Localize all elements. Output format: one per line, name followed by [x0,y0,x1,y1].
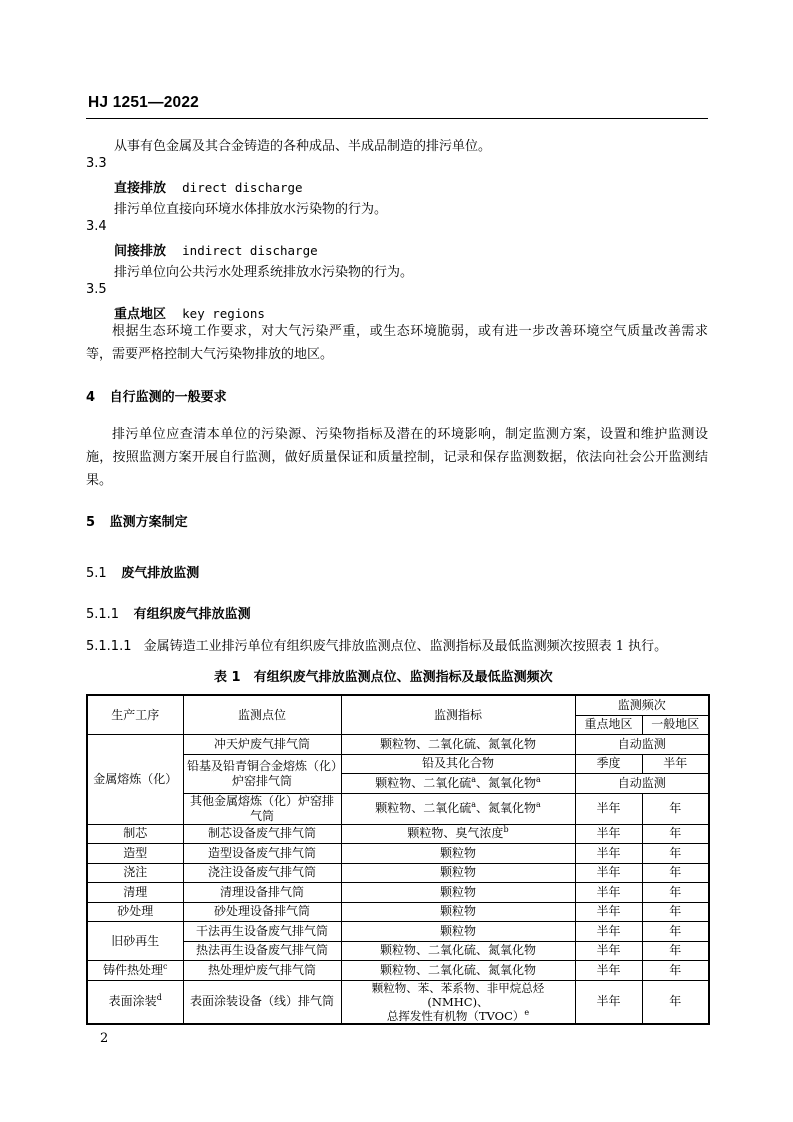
cell-key: 半年 [575,922,642,942]
cell-point: 清理设备排气筒 [183,883,341,903]
cell-gen: 年 [642,793,709,824]
cell-point: 其他金属熔炼（化）炉窑排气筒 [183,793,341,824]
section-title: 自行监测的一般要求 [109,390,227,405]
def-term-en: key regions [182,306,265,321]
cell-process-clean: 清理 [87,883,183,903]
th-frequency: 监测频次 [575,695,709,715]
note-a: a [536,800,541,809]
def-num-3-3: 3.3 [86,156,107,171]
indicator-line: 颗粒物、苯、苯系物、非甲烷总烃(NMHC)、 [371,980,545,1009]
cell-process-sand: 砂处理 [87,902,183,922]
indicator-part: 颗粒物、二氧化硫 [375,775,472,790]
cell-process-heat [87,961,183,981]
th-indicator: 监测指标 [341,695,575,735]
cell-indicator: 颗粒物、二氧化硫、氮氧化物 [341,961,575,981]
note-a: a [536,774,541,784]
def-term-cn: 直接排放 [114,181,167,196]
section-num: 5 [86,515,96,530]
section-title: 监测方案制定 [109,515,188,530]
th-process: 生产工序 [87,695,183,735]
cell-point: 热法再生设备废气排气筒 [183,941,341,961]
cell-process-mold: 造型 [87,844,183,864]
def-num-3-4: 3.4 [86,219,107,234]
cell-point: 浇注设备废气排气筒 [183,863,341,883]
note-a: a [471,774,476,784]
cell-freq: 自动监测 [575,774,709,794]
cell-key: 半年 [575,863,642,883]
cell-point: 制芯设备废气排气筒 [183,824,341,844]
cell-point: 砂处理设备排气筒 [183,902,341,922]
def-term-en: direct discharge [182,180,303,195]
cell-gen: 年 [642,883,709,903]
cell-gen: 半年 [642,754,709,774]
section-5-1-heading [86,562,199,581]
cell-process-core: 制芯 [87,824,183,844]
cell-key: 季度 [575,754,642,774]
section-text: 金属铸造工业排污单位有组织废气排放监测点位、监测指标及最低监测频次按照表 1 执行。 [143,639,668,654]
def-term-en: indirect discharge [182,243,318,258]
note-d: d [156,993,162,1002]
indicator-part: 颗粒物、二氧化硫 [375,801,472,815]
cell-process-pour: 浇注 [87,863,183,883]
cell-gen: 年 [642,902,709,922]
cell-indicator [341,980,575,1024]
section-5-1-1-heading [86,603,251,622]
cell-indicator [341,774,575,794]
cell-key: 半年 [575,793,642,824]
cell-key: 半年 [575,824,642,844]
header-rule [86,118,708,119]
cell-key: 半年 [575,883,642,903]
process-label: 表面涂装 [108,994,157,1008]
cell-gen: 年 [642,844,709,864]
cell-indicator: 颗粒物、二氧化硫、氮氧化物 [341,941,575,961]
cell-indicator: 颗粒物 [341,844,575,864]
section-5-1-1-1 [86,635,667,654]
th-general-region: 一般地区 [642,715,709,735]
cell-indicator: 颗粒物、二氧化硫、氮氧化物 [341,735,575,755]
standard-code: HJ 1251—2022 [88,94,199,111]
cell-key: 半年 [575,941,642,961]
def-term-3-4 [114,240,318,259]
cell-point: 造型设备废气排气筒 [183,844,341,864]
page-number: 2 [100,1031,109,1046]
cell-point: 干法再生设备废气排气筒 [183,922,341,942]
cell-indicator [341,824,575,844]
cell-gen: 年 [642,922,709,942]
monitoring-table [86,694,710,1025]
cell-indicator: 颗粒物 [341,863,575,883]
indicator-line: 总挥发性有机物（TVOC） [386,1008,525,1023]
note-b: b [503,825,509,835]
cell-freq: 自动监测 [575,735,709,755]
section-num: 5.1.1.1 [86,639,132,654]
cell-gen: 年 [642,980,709,1024]
indicator-part: 、氮氧化物 [476,801,537,815]
note-c: c [163,961,168,971]
indicator-part: 、氮氧化物 [476,775,537,790]
section-title: 有组织废气排放监测 [133,607,251,622]
section-num: 5.1.1 [86,607,120,622]
def-text-3-5: 根据生态环境工作要求，对大气污染严重，或生态环境脆弱，或有进一步改善环境空气质量改善需求等，需要严格控制大气污染物排放的地区。 [86,324,708,362]
cell-point: 热处理炉废气排气筒 [183,961,341,981]
section-5-heading [86,511,188,530]
table-caption: 表 1 有组织废气排放监测点位、监测指标及最低监测频次 [214,670,553,685]
cell-gen: 年 [642,863,709,883]
note-a: a [471,800,476,809]
cell-key: 半年 [575,961,642,981]
th-key-region: 重点地区 [575,715,642,735]
section-num: 4 [86,390,96,405]
section-4-heading [86,386,227,405]
cell-point: 冲天炉废气排气筒 [183,735,341,755]
cell-point: 铅基及铅青铜合金熔炼（化）炉窑排气筒 [183,754,341,793]
cell-gen: 年 [642,824,709,844]
cell-key: 半年 [575,902,642,922]
cell-key: 半年 [575,844,642,864]
def-text-3-4: 排污单位向公共污水处理系统排放水污染物的行为。 [114,265,414,280]
section-title: 废气排放监测 [121,566,200,581]
indicator-part: 颗粒物、臭气浓度 [407,826,504,841]
cell-indicator [341,793,575,824]
process-label: 铸件热处理 [103,962,164,977]
th-point: 监测点位 [183,695,341,735]
cell-indicator: 颗粒物 [341,902,575,922]
continued-text: 从事有色金属及其合金铸造的各种成品、半成品制造的排污单位。 [114,139,492,154]
def-term-3-3 [114,177,303,196]
cell-indicator: 铅及其化合物 [341,754,575,774]
cell-point: 表面涂装设备（线）排气筒 [183,980,341,1024]
cell-process-regen: 旧砂再生 [87,922,183,961]
def-term-cn: 间接排放 [114,244,167,259]
cell-key: 半年 [575,980,642,1024]
cell-process-coat [87,980,183,1024]
cell-indicator: 颗粒物 [341,922,575,942]
cell-indicator: 颗粒物 [341,883,575,903]
def-text-3-3: 排污单位直接向环境水体排放水污染物的行为。 [114,202,388,217]
cell-gen: 年 [642,961,709,981]
section-4-text: 排污单位应查清本单位的污染源、污染物指标及潜在的环境影响，制定监测方案，设置和维护监测设施，按照监测方案开展自行监测，做好质量保证和质量控制，记录和保存监测数据，依法向社会公开监测结果。 [86,427,708,488]
section-num: 5.1 [86,566,107,581]
cell-gen: 年 [642,941,709,961]
note-e: e [524,1007,530,1017]
cell-process-smelt: 金属熔炼（化） [87,735,183,825]
def-num-3-5: 3.5 [86,282,107,297]
def-term-cn: 重点地区 [114,307,167,322]
